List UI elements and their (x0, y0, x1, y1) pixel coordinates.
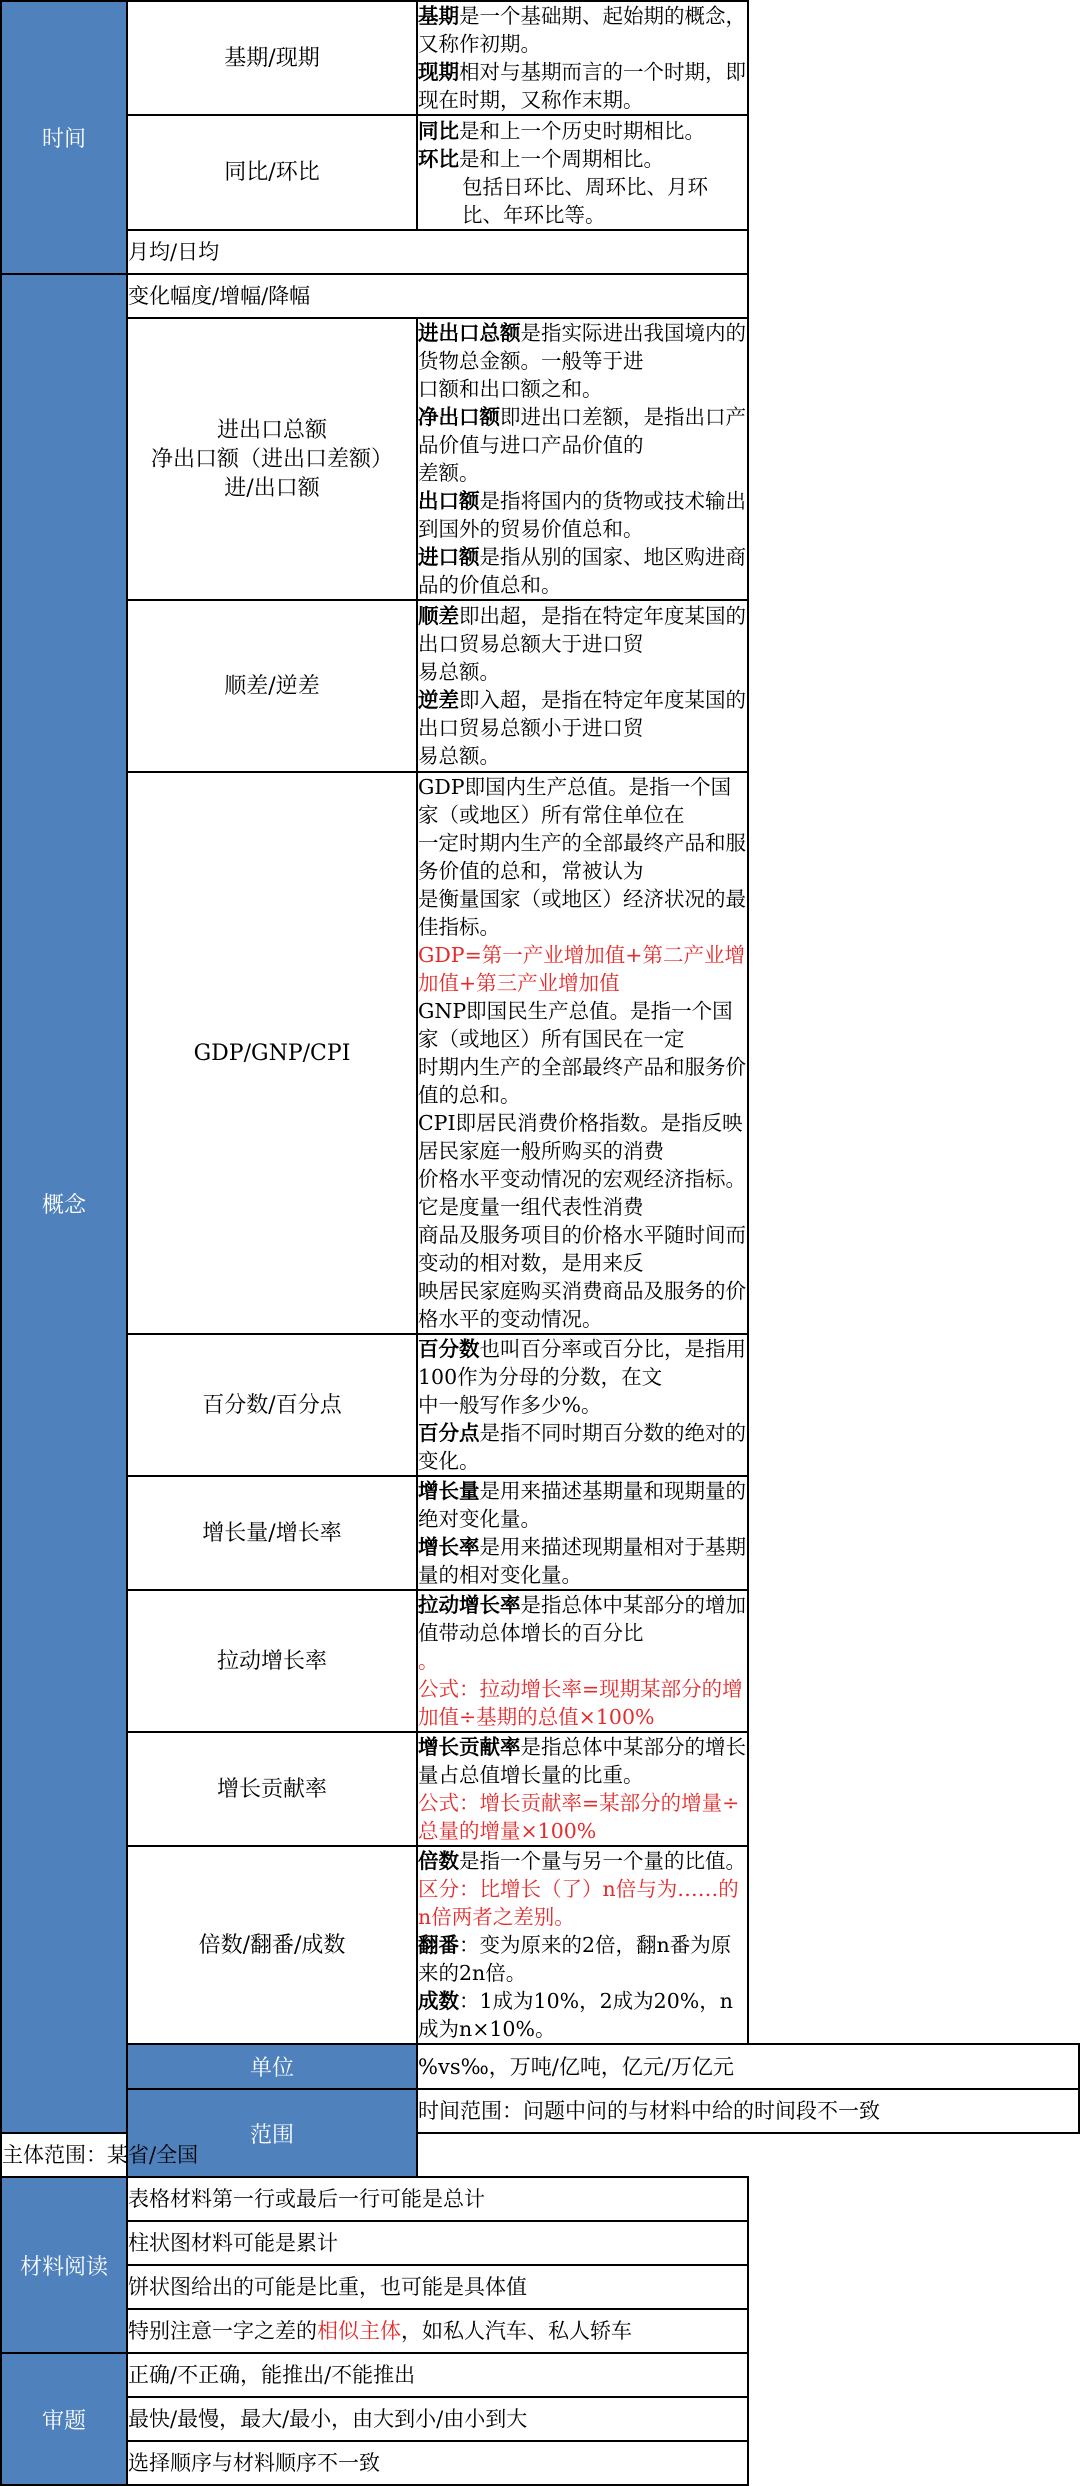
row-review-2: 最快/最慢，最大/最小，由大到小/由小到大 (127, 2397, 748, 2441)
keyword: 进出口总额 (418, 321, 521, 345)
table-row (1, 1476, 1079, 1590)
gdp-formula: GDP=第一产业增加值+第二产业增加值+第三产业增加值 (418, 943, 745, 995)
table-row (1, 318, 1079, 600)
row-unit: %vs‰，万吨/亿吨，亿元/万亿元 (417, 2044, 1079, 2089)
category-concept: 概念 (1, 274, 127, 2133)
keyword: 现期 (418, 60, 459, 84)
keyword: 环比 (418, 146, 459, 171)
keyword: 进口额 (418, 545, 480, 569)
row-monthly-avg: 月均/日均 (127, 230, 748, 274)
row-reading-3: 饼状图给出的可能是比重，也可能是具体值 (127, 2265, 748, 2309)
row-reading-1: 表格材料第一行或最后一行可能是总计 (127, 2177, 748, 2221)
desc-percent: 百分数也叫百分率或百分比，是指用100作为分母的分数，在文 中一般写作多少%。 百分点是指不同时期百分数的绝对的变化。 (417, 1334, 748, 1476)
table-row (1, 2309, 1079, 2353)
pull-formula: 公式：拉动增长率=现期某部分的增加值÷基期的总值×100% (418, 1677, 743, 1729)
desc-yoy: 同比是和上一个历史时期相比。 环比是和上一个周期相比。 包括日环比、周环比、月环比、年环比等。 (417, 115, 748, 230)
term-percent: 百分数/百分点 (127, 1334, 417, 1476)
table-row (1, 1, 1079, 115)
term-yoy: 同比/环比 (127, 115, 417, 230)
keyword: 增长贡献率 (418, 1735, 521, 1759)
category-reading: 材料阅读 (1, 2177, 127, 2353)
contrib-formula: 公式：增长贡献率=某部分的增量÷总量的增量×100% (418, 1791, 740, 1843)
category-time: 时间 (1, 1, 127, 274)
row-scope-time: 时间范围：问题中问的与材料中给的时间段不一致 (417, 2089, 1079, 2133)
table-row (1, 115, 1079, 230)
row-review-1: 正确/不正确，能推出/不能推出 (127, 2353, 748, 2397)
keyword: 出口额 (418, 489, 480, 513)
term-base-period: 基期/现期 (127, 1, 417, 115)
category-unit: 单位 (127, 2044, 417, 2089)
table-row (1, 2089, 1079, 2133)
row-review-3: 选择顺序与材料顺序不一致 (127, 2441, 748, 2485)
table-row (1, 1732, 1079, 1846)
keyword: 倍数 (418, 1849, 459, 1873)
table-row (1, 1334, 1079, 1476)
table-row (1, 2133, 1079, 2177)
keyword: 同比 (418, 118, 459, 143)
desc-base-period: 基期是一个基础期、起始期的概念，又称作初期。 现期相对与基期而言的一个时期，即现在时期，又称作末期。 (417, 1, 748, 115)
table-row (1, 1590, 1079, 1732)
keyword: 成数 (418, 1989, 459, 2013)
table-row (1, 2177, 1079, 2221)
table-row (1, 230, 1079, 274)
term-contrib: 增长贡献率 (127, 1732, 417, 1846)
table-row (1, 2353, 1079, 2397)
row-change: 变化幅度/增幅/降幅 (127, 274, 748, 318)
table-row (1, 274, 1079, 318)
table-row (1, 2265, 1079, 2309)
row-scope-subject: 主体范围：某省/全国 (1, 2133, 417, 2177)
highlight: 相似主体 (317, 2319, 401, 2343)
desc-contrib: 增长贡献率是指总体中某部分的增长量占总值增长量的比重。 公式：增长贡献率=某部分的增量÷总量的增量×100% (417, 1732, 748, 1846)
keyword: 增长率 (418, 1535, 480, 1559)
keyword: 顺差 (418, 604, 459, 628)
table-row (1, 600, 1079, 772)
row-reading-2: 柱状图材料可能是累计 (127, 2221, 748, 2265)
term-surplus: 顺差/逆差 (127, 600, 417, 772)
table-row (1, 2044, 1079, 2089)
keyword: 逆差 (418, 688, 459, 712)
desc-surplus: 顺差即出超，是指在特定年度某国的出口贸易总额大于进口贸 易总额。 逆差即入超，是指在特定年度某国的出口贸易总额小于进口贸 易总额。 (417, 600, 748, 772)
term-pull: 拉动增长率 (127, 1590, 417, 1732)
keyword: 百分点 (418, 1421, 480, 1445)
category-scope: 范围 (127, 2089, 417, 2177)
category-review: 审题 (1, 2353, 127, 2485)
desc-multiple: 倍数是指一个量与另一个量的比值。 区分：比增长（了）n倍与为……的n倍两者之差别。 翻番：变为原来的2倍，翻n番为原来的2n倍。 成数：1成为10%，2成为20%，n成为n×10%。 (417, 1846, 748, 2044)
keyword: 翻番 (418, 1933, 459, 1957)
desc-trade-total: 进出口总额是指实际进出我国境内的货物总金额。一般等于进 口额和出口额之和。 净出口额即进出口差额，是指出口产品价值与进口产品价值的 差额。 出口额是指将国内的货物或技术输出到国外的贸易价值总和。 进口额是指从别的国家、地区购进商品的价值总和。 (417, 318, 748, 600)
desc-pull: 拉动增长率是指总体中某部分的增加值带动总体增长的百分比 。 公式：拉动增长率=现期某部分的增加值÷基期的总值×100% (417, 1590, 748, 1732)
keyword: 增长量 (418, 1479, 480, 1503)
table-row (1, 2221, 1079, 2265)
row-reading-4: 特别注意一字之差的相似主体，如私人汽车、私人轿车 (127, 2309, 748, 2353)
table-row (1, 1846, 1079, 2044)
keyword: 净出口额 (418, 405, 500, 429)
term-gdp: GDP/GNP/CPI (127, 772, 417, 1334)
table-row (1, 2441, 1079, 2485)
keyword: 拉动增长率 (418, 1593, 521, 1617)
desc-gdp: GDP即国内生产总值。是指一个国家（或地区）所有常住单位在 一定时期内生产的全部最终产品和服务价值的总和，常被认为 是衡量国家（或地区）经济状况的最佳指标。 GDP=第一产业增加值+第二产业增加值+第三产业增加值 GNP即国民生产总值。是指一个国家（或地区）所有国民在一定 时期内生产的全部最终产品和服务价值的总和。 CPI即居民消费价格指数。是指反映居民家庭一般所购买的消费 价格水平变动情况的宏观经济指标。它是度量一组代表性消费 商品及服务项目的价格水平随时间而变动的相对数，是用来反 映居民家庭购买消费商品及服务的价格水平的变动情况。 (417, 772, 748, 1334)
term-growth: 增长量/增长率 (127, 1476, 417, 1590)
multiple-note: 区分：比增长（了）n倍与为……的n倍两者之差别。 (418, 1877, 739, 1929)
keyword: 基期 (418, 4, 459, 28)
desc-growth: 增长量是用来描述基期量和现期量的绝对变化量。 增长率是用来描述现期量相对于基期量的相对变化量。 (417, 1476, 748, 1590)
term-trade-total: 进出口总额 净出口额（进出口差额） 进/出口额 (127, 318, 417, 600)
term-multiple: 倍数/翻番/成数 (127, 1846, 417, 2044)
table-row (1, 772, 1079, 1334)
keyword: 百分数 (418, 1337, 480, 1361)
table-row (1, 2397, 1079, 2441)
